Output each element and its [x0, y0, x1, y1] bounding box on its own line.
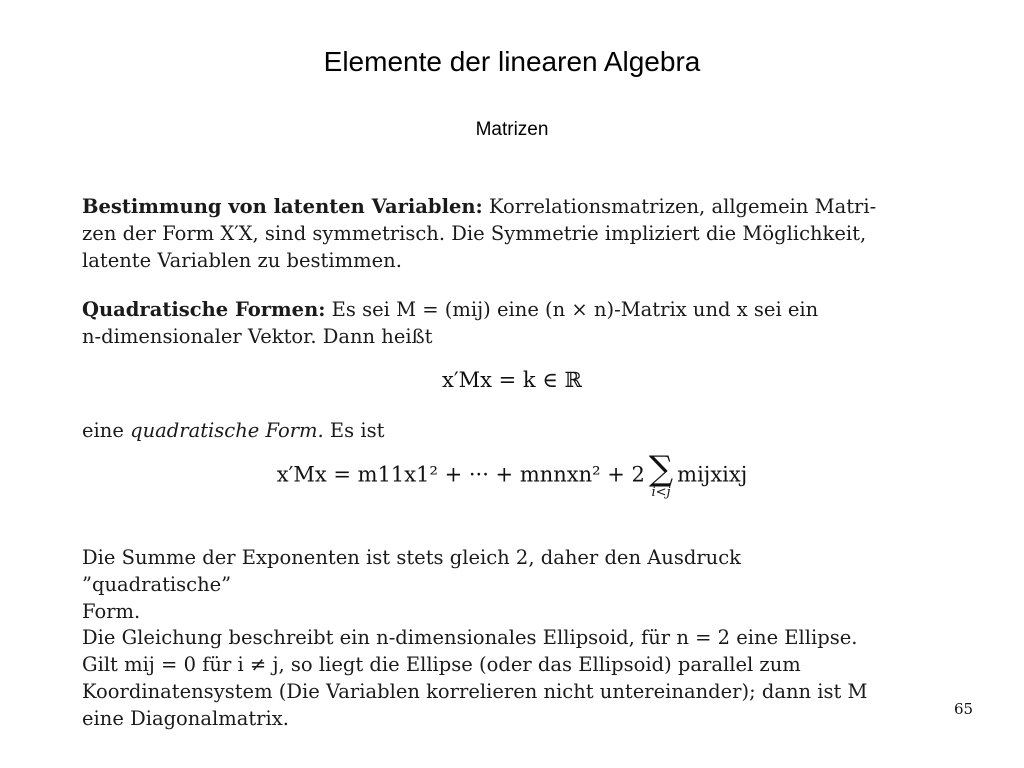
- paragraph-line: n-dimensionaler Vektor. Dann heißt: [82, 325, 433, 348]
- paragraph-definition: [82, 417, 894, 444]
- sum-symbol: ∑: [648, 449, 674, 489]
- formula-left: x′Mx = m11x1² + ··· + mnnxn² + 2: [276, 462, 645, 487]
- paragraph-latent-variables: [82, 193, 894, 274]
- paragraph-quadratic-forms: [82, 296, 894, 350]
- paragraph-heading: Quadratische Formen:: [82, 298, 326, 321]
- page-number: 65: [954, 700, 974, 718]
- paragraph-line: zen der Form X′X, sind symmetrisch. Die Symmetrie impliziert die Möglichkeit,: [82, 222, 867, 245]
- formula-quadratic-form: x′Mx = k ∈ ℝ: [442, 368, 582, 392]
- formula-right: mijxixj: [677, 462, 748, 487]
- formula-expansion: [0, 449, 1024, 500]
- paragraph-heading: Bestimmung von latenten Variablen:: [82, 195, 483, 218]
- slide-subtitle: Matrizen: [475, 119, 549, 140]
- paragraph-line: Gilt mij = 0 für i ≠ j, so liegt die Ellipse (oder das Ellipsoid) parallel zum: [82, 653, 801, 676]
- paragraph-line: Die Gleichung beschreibt ein n-dimensionales Ellipsoid, für n = 2 eine Ellipse.: [82, 626, 858, 649]
- sum-index: i<j: [651, 485, 671, 500]
- paragraph-text: Es ist: [329, 419, 385, 442]
- slide-title: Elemente der linearen Algebra: [323, 46, 701, 77]
- paragraph-exponent-sum: [82, 544, 894, 625]
- paragraph-text: Korrelationsmatrizen, allgemein Matri-: [488, 195, 877, 218]
- paragraph-line: eine Diagonalmatrix.: [82, 707, 289, 730]
- paragraph-line: Die Summe der Exponenten ist stets gleich 2, daher den Ausdruck ”quadratische”: [82, 546, 741, 596]
- sum-operator: [648, 449, 674, 500]
- emphasis-text: quadratische Form.: [130, 419, 324, 442]
- paragraph-line: Koordinatensystem (Die Variablen korrelieren nicht untereinander); dann ist M: [82, 680, 868, 703]
- paragraph-line: [82, 193, 894, 220]
- paragraph-line: [82, 296, 894, 323]
- paragraph-text: Es sei M = (mij) eine (n × n)-Matrix und x sei ein: [331, 298, 819, 321]
- paragraph-ellipsoid: [82, 624, 894, 732]
- paragraph-line: latente Variablen zu bestimmen.: [82, 249, 402, 272]
- paragraph-text: eine: [82, 419, 124, 442]
- paragraph-line: Form.: [82, 600, 141, 623]
